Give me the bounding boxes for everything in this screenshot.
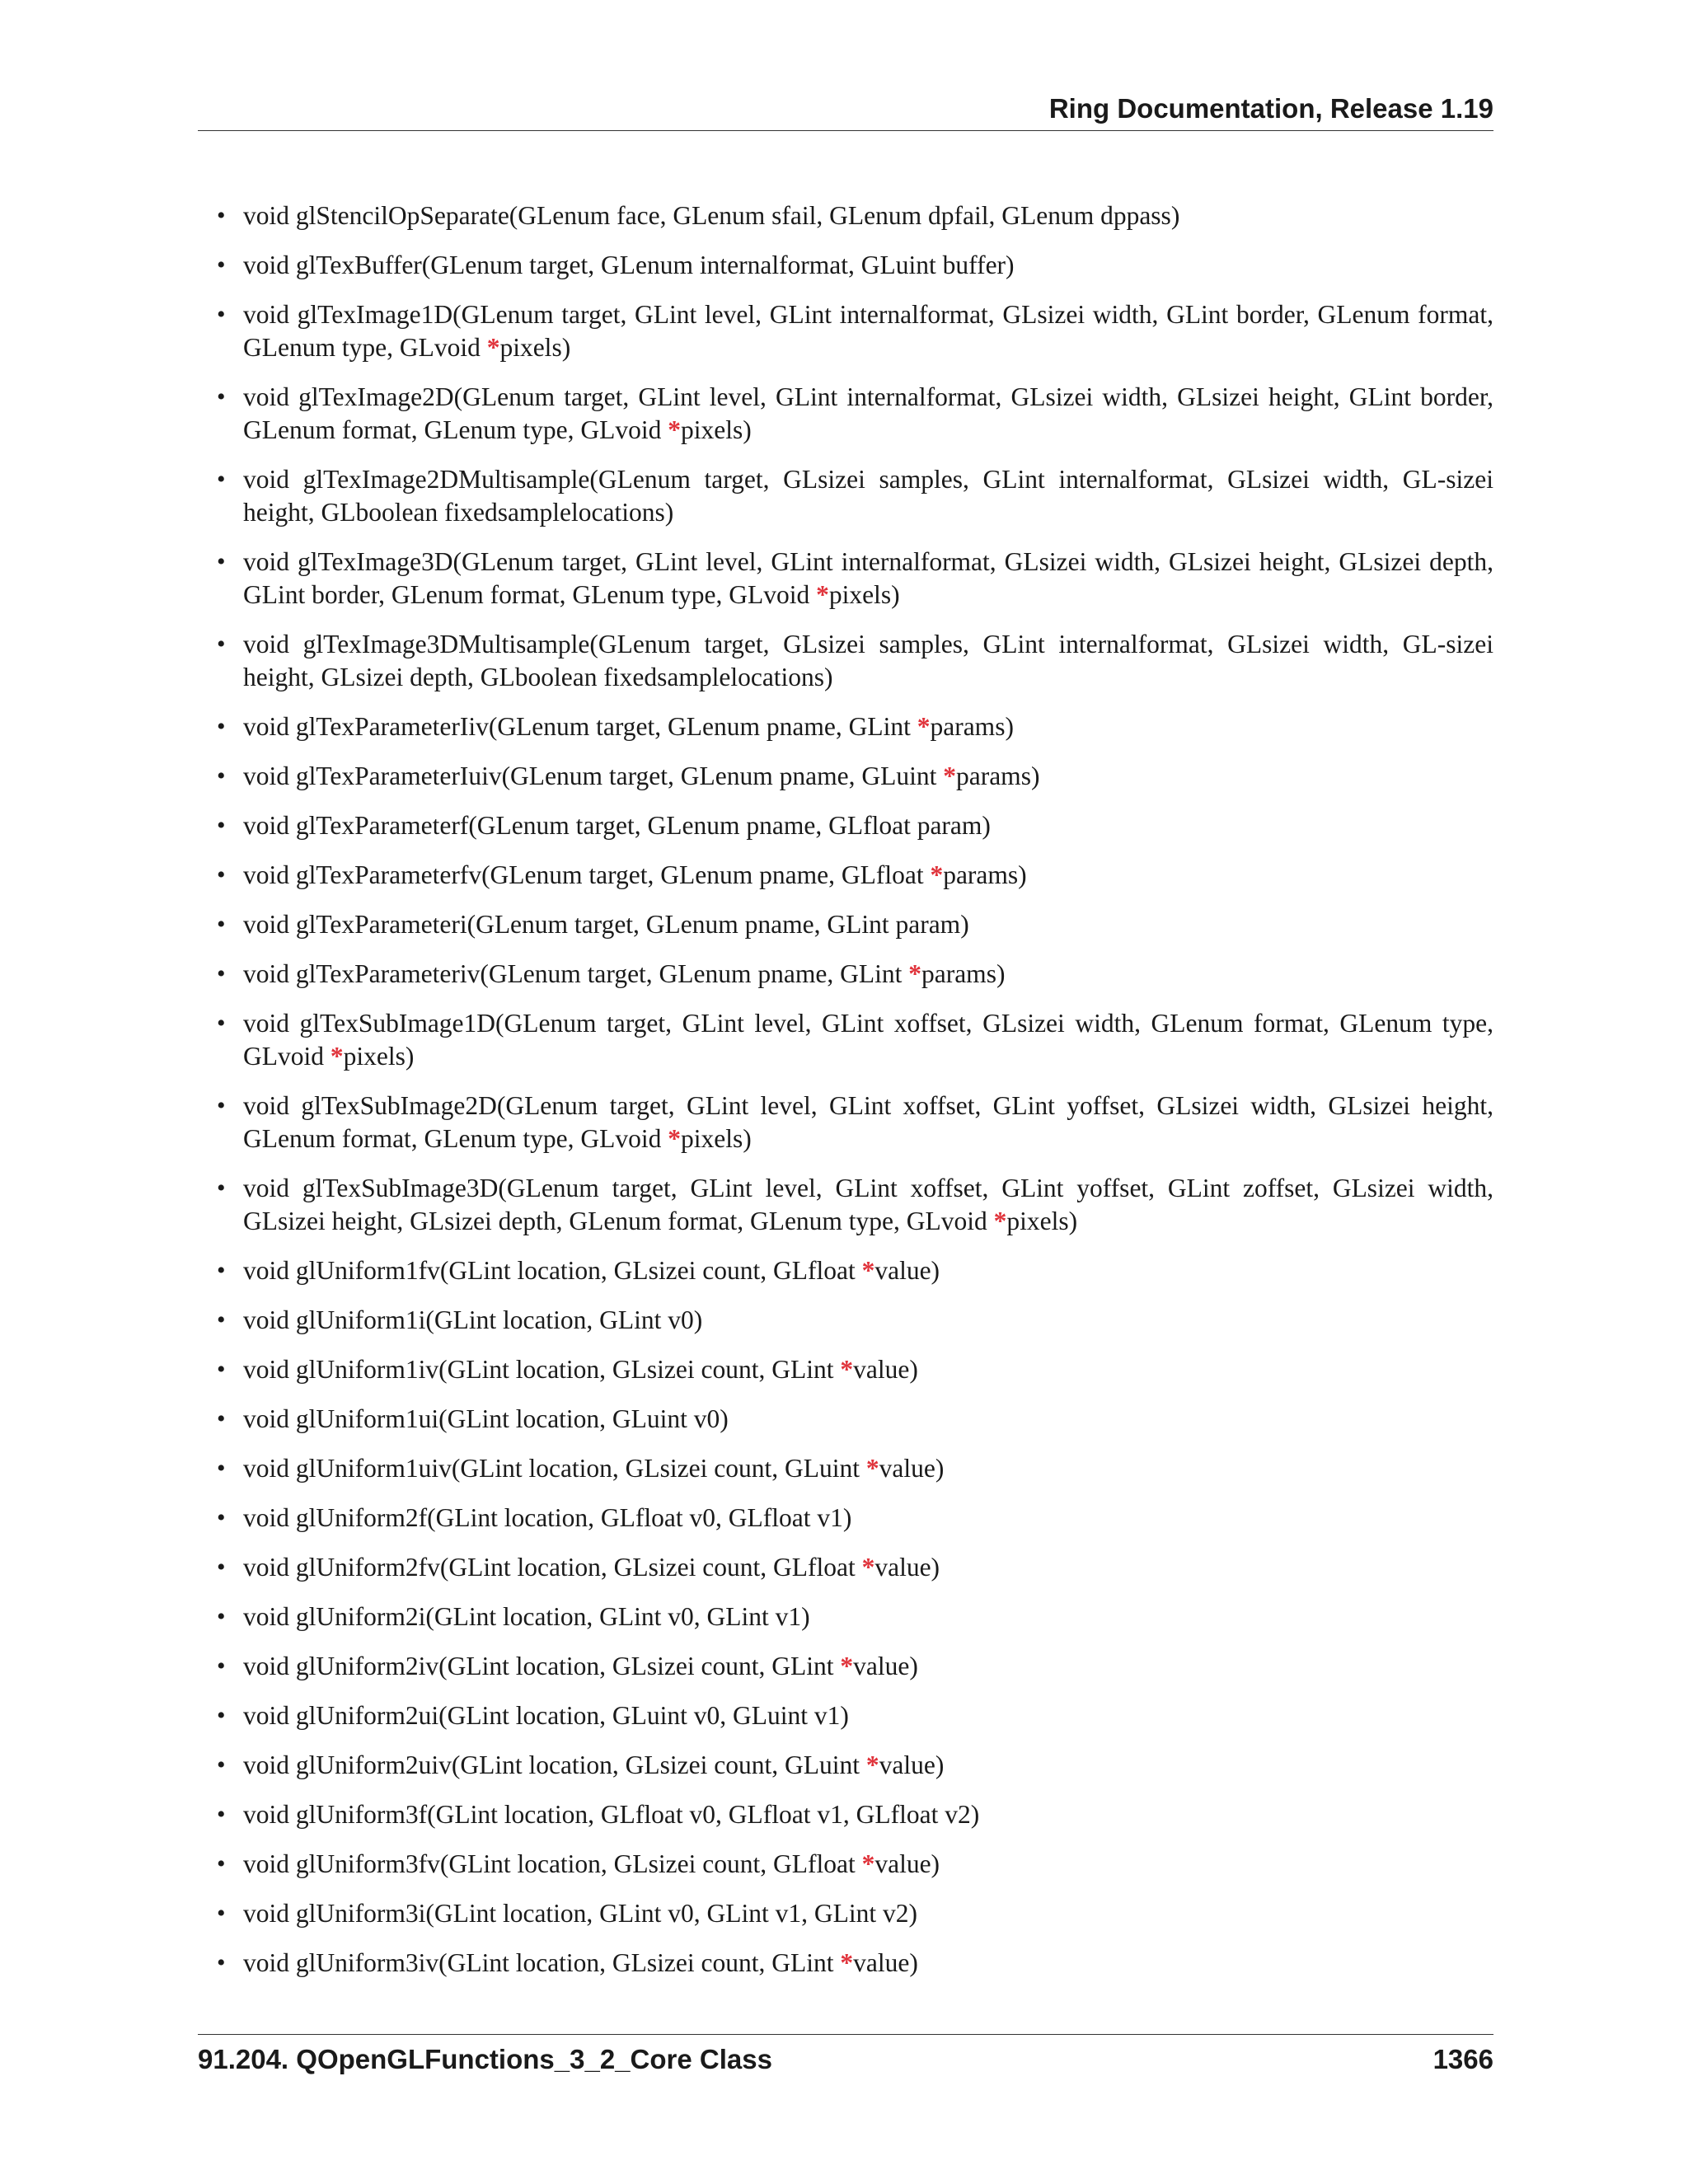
item-signature-tail: pixels) bbox=[681, 415, 752, 444]
list-item bbox=[243, 249, 1493, 282]
item-signature-text: void glTexImage3D(GLenum target, GLint level, GLint internalformat, GLsizei width, GLsizei height, GLsizei depth, GLint border, GLenum format, GLenum type, GLvoid bbox=[243, 547, 1493, 609]
item-signature-text: void glUniform3i(GLint location, GLint v0, GLint v1, GLint v2) bbox=[243, 1899, 918, 1928]
item-signature-text: void glUniform1ui(GLint location, GLuint v0) bbox=[243, 1404, 729, 1433]
list-item bbox=[243, 298, 1493, 364]
item-signature-text: void glTexParameterIuiv(GLenum target, GLenum pname, GLuint bbox=[243, 762, 944, 790]
page-number: 1366 bbox=[1432, 2044, 1493, 2074]
list-item bbox=[243, 1304, 1493, 1337]
item-signature-tail: value) bbox=[874, 1256, 940, 1285]
pointer-asterisk: * bbox=[861, 1256, 875, 1285]
list-item bbox=[243, 1848, 1493, 1881]
list-item bbox=[243, 710, 1493, 743]
item-signature-text: void glTexParameterf(GLenum target, GLenum pname, GLfloat param) bbox=[243, 811, 991, 840]
item-signature-tail: value) bbox=[879, 1750, 945, 1779]
item-signature-tail: value) bbox=[874, 1849, 940, 1878]
pointer-asterisk: * bbox=[930, 860, 944, 889]
item-signature-tail: value) bbox=[853, 1948, 918, 1977]
list-item bbox=[243, 1090, 1493, 1155]
item-signature-text: void glTexParameterIiv(GLenum target, GLenum pname, GLint bbox=[243, 712, 917, 741]
list-item bbox=[243, 1601, 1493, 1633]
item-signature-text: void glUniform3iv(GLint location, GLsizei count, GLint bbox=[243, 1948, 841, 1977]
footer-section-title: 91.204. QOpenGLFunctions_3_2_Core Class bbox=[198, 2044, 772, 2074]
item-signature-text: void glTexImage1D(GLenum target, GLint level, GLint internalformat, GLsizei width, GLint border, GLenum format, GLenum type, GLvoid bbox=[243, 300, 1493, 362]
item-signature-tail: params) bbox=[943, 860, 1027, 889]
list-item bbox=[243, 1947, 1493, 1980]
item-signature-tail: params) bbox=[921, 959, 1006, 988]
item-signature-text: void glUniform1uiv(GLint location, GLsizei count, GLuint bbox=[243, 1454, 866, 1483]
list-item bbox=[243, 1452, 1493, 1485]
list-item bbox=[243, 1897, 1493, 1930]
list-item bbox=[243, 1353, 1493, 1386]
item-signature-tail: params) bbox=[955, 762, 1040, 790]
list-item bbox=[243, 958, 1493, 991]
list-item bbox=[243, 1699, 1493, 1732]
list-item bbox=[243, 1254, 1493, 1287]
item-signature-text: void glUniform2i(GLint location, GLint v0, GLint v1) bbox=[243, 1602, 810, 1631]
function-list bbox=[243, 199, 1493, 1996]
pointer-asterisk: * bbox=[865, 1750, 879, 1779]
item-signature-text: void glTexSubImage2D(GLenum target, GLint level, GLint xoffset, GLint yoffset, GLsizei width, GLsizei height, GLenum format, GLenum type, GLvoid bbox=[243, 1091, 1493, 1153]
pointer-asterisk: * bbox=[330, 1042, 344, 1071]
pointer-asterisk: * bbox=[840, 1652, 854, 1680]
list-item bbox=[243, 546, 1493, 612]
list-item bbox=[243, 1403, 1493, 1436]
item-signature-text: void glUniform1iv(GLint location, GLsizei count, GLint bbox=[243, 1355, 841, 1384]
item-signature-text: void glUniform1i(GLint location, GLint v0) bbox=[243, 1305, 703, 1334]
item-signature-text: void glUniform2iv(GLint location, GLsizei count, GLint bbox=[243, 1652, 841, 1680]
list-item bbox=[243, 859, 1493, 892]
list-item bbox=[243, 1172, 1493, 1238]
item-signature-text: void glUniform2uiv(GLint location, GLsizei count, GLuint bbox=[243, 1750, 866, 1779]
item-signature-text: void glTexImage2DMultisample(GLenum target, GLsizei samples, GLint internalformat, GLsizei width, GL-sizei height, GLboolean fixedsamplelocations) bbox=[243, 465, 1493, 527]
item-signature-tail: params) bbox=[930, 712, 1014, 741]
item-signature-text: void glUniform2ui(GLint location, GLuint v0, GLuint v1) bbox=[243, 1701, 849, 1730]
item-signature-tail: value) bbox=[874, 1553, 940, 1582]
pointer-asterisk: * bbox=[840, 1355, 854, 1384]
header-rule bbox=[198, 130, 1493, 131]
item-signature-tail: value) bbox=[879, 1454, 945, 1483]
pointer-asterisk: * bbox=[816, 580, 829, 609]
pointer-asterisk: * bbox=[917, 712, 931, 741]
running-header: Ring Documentation, Release 1.19 bbox=[1048, 93, 1493, 124]
list-item bbox=[243, 463, 1493, 529]
page-footer bbox=[198, 2042, 1493, 2077]
list-item bbox=[243, 1502, 1493, 1535]
item-signature-text: void glTexSubImage3D(GLenum target, GLint level, GLint xoffset, GLint yoffset, GLint zoffset, GLsizei width, GLsizei height, GLsizei depth, GLenum format, GLenum type, GLvoid bbox=[243, 1174, 1493, 1235]
pointer-asterisk: * bbox=[668, 415, 682, 444]
pointer-asterisk: * bbox=[861, 1849, 875, 1878]
item-signature-tail: value) bbox=[853, 1355, 918, 1384]
item-signature-text: void glUniform2fv(GLint location, GLsizei count, GLfloat bbox=[243, 1553, 862, 1582]
pointer-asterisk: * bbox=[943, 762, 956, 790]
list-item bbox=[243, 381, 1493, 447]
item-signature-text: void glUniform3fv(GLint location, GLsizei count, GLfloat bbox=[243, 1849, 862, 1878]
item-signature-text: void glTexSubImage1D(GLenum target, GLint level, GLint xoffset, GLsizei width, GLenum format, GLenum type, GLvoid bbox=[243, 1009, 1493, 1071]
list-item bbox=[243, 1007, 1493, 1073]
pointer-asterisk: * bbox=[486, 333, 500, 362]
list-item bbox=[243, 1650, 1493, 1683]
item-signature-tail: pixels) bbox=[828, 580, 900, 609]
item-signature-text: void glTexParameteri(GLenum target, GLenum pname, GLint param) bbox=[243, 910, 969, 939]
item-signature-text: void glTexImage2D(GLenum target, GLint level, GLint internalformat, GLsizei width, GLsizei height, GLint border, GLenum format, GLenum type, GLvoid bbox=[243, 382, 1493, 444]
item-signature-text: void glTexBuffer(GLenum target, GLenum internalformat, GLuint buffer) bbox=[243, 251, 1015, 279]
pointer-asterisk: * bbox=[668, 1124, 682, 1153]
list-item bbox=[243, 199, 1493, 232]
list-item bbox=[243, 1749, 1493, 1782]
item-signature-tail: pixels) bbox=[343, 1042, 415, 1071]
list-item bbox=[243, 1798, 1493, 1831]
item-signature-tail: pixels) bbox=[681, 1124, 752, 1153]
item-signature-tail: value) bbox=[853, 1652, 918, 1680]
item-signature-text: void glTexImage3DMultisample(GLenum target, GLsizei samples, GLint internalformat, GLsizei width, GL-sizei height, GLsizei depth, GLboolean fixedsamplelocations) bbox=[243, 630, 1493, 691]
item-signature-tail: pixels) bbox=[1006, 1207, 1078, 1235]
list-item bbox=[243, 809, 1493, 842]
pointer-asterisk: * bbox=[861, 1553, 875, 1582]
pointer-asterisk: * bbox=[908, 959, 921, 988]
pointer-asterisk: * bbox=[865, 1454, 879, 1483]
item-signature-text: void glUniform2f(GLint location, GLfloat v0, GLfloat v1) bbox=[243, 1503, 852, 1532]
list-item bbox=[243, 908, 1493, 941]
list-item bbox=[243, 760, 1493, 793]
item-signature-text: void glTexParameterfv(GLenum target, GLenum pname, GLfloat bbox=[243, 860, 931, 889]
item-signature-text: void glUniform1fv(GLint location, GLsizei count, GLfloat bbox=[243, 1256, 862, 1285]
item-signature-text: void glUniform3f(GLint location, GLfloat v0, GLfloat v1, GLfloat v2) bbox=[243, 1800, 980, 1829]
pointer-asterisk: * bbox=[993, 1207, 1007, 1235]
item-signature-text: void glTexParameteriv(GLenum target, GLenum pname, GLint bbox=[243, 959, 909, 988]
item-signature-text: void glStencilOpSeparate(GLenum face, GLenum sfail, GLenum dpfail, GLenum dppass) bbox=[243, 201, 1180, 230]
item-signature-tail: pixels) bbox=[499, 333, 571, 362]
list-item bbox=[243, 628, 1493, 694]
list-item bbox=[243, 1551, 1493, 1584]
pointer-asterisk: * bbox=[840, 1948, 854, 1977]
footer-rule bbox=[198, 2034, 1493, 2035]
